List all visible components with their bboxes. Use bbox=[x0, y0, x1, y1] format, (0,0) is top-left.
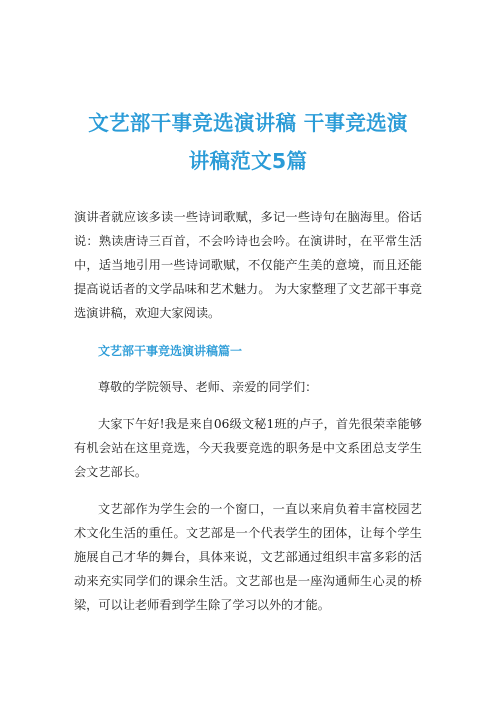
section-heading-1: 文艺部干事竞选演讲稿篇一 bbox=[98, 344, 243, 358]
title-line-1: 文艺部干事竞选演讲稿 干事竞选演 bbox=[88, 111, 408, 135]
title-line-2: 讲稿范文5篇 bbox=[188, 149, 308, 173]
document-title bbox=[74, 0, 422, 180]
intro-paragraph: 演讲者就应该多读一些诗词歌赋，多记一些诗句在脑海里。俗话说：熟读唐诗三百首，不会吟诗也会吟。在演讲时，在平常生活中，适当地引用一些诗词歌赋，不仅能产生美的意境，而且还能提高说话者的文学品味和艺术魅力。 为大家整理了文艺部干事竞选演讲稿，欢迎大家阅读。 bbox=[74, 210, 422, 320]
body-paragraph-1: 大家下午好!我是来自06级文秘1班的卢子，首先很荣幸能够有机会站在这里竞选，今天我要竞选的职务是中文系团总支学生会文艺部长。 bbox=[74, 417, 422, 479]
body-paragraph-2: 文艺部作为学生会的一个窗口，一直以来肩负着丰富校园艺术文化生活的重任。文艺部是一个代表学生的团体，让每个学生施展自己才华的舞台，具体来说，文艺部通过组织丰富多彩的活动来充实同学们的课余生活。文艺部也是一座沟通师生心灵的桥梁，可以让老师看到学生除了学习以外的才能。 bbox=[74, 502, 422, 612]
salutation: 尊敬的学院领导、老师、亲爱的同学们： bbox=[98, 380, 318, 394]
